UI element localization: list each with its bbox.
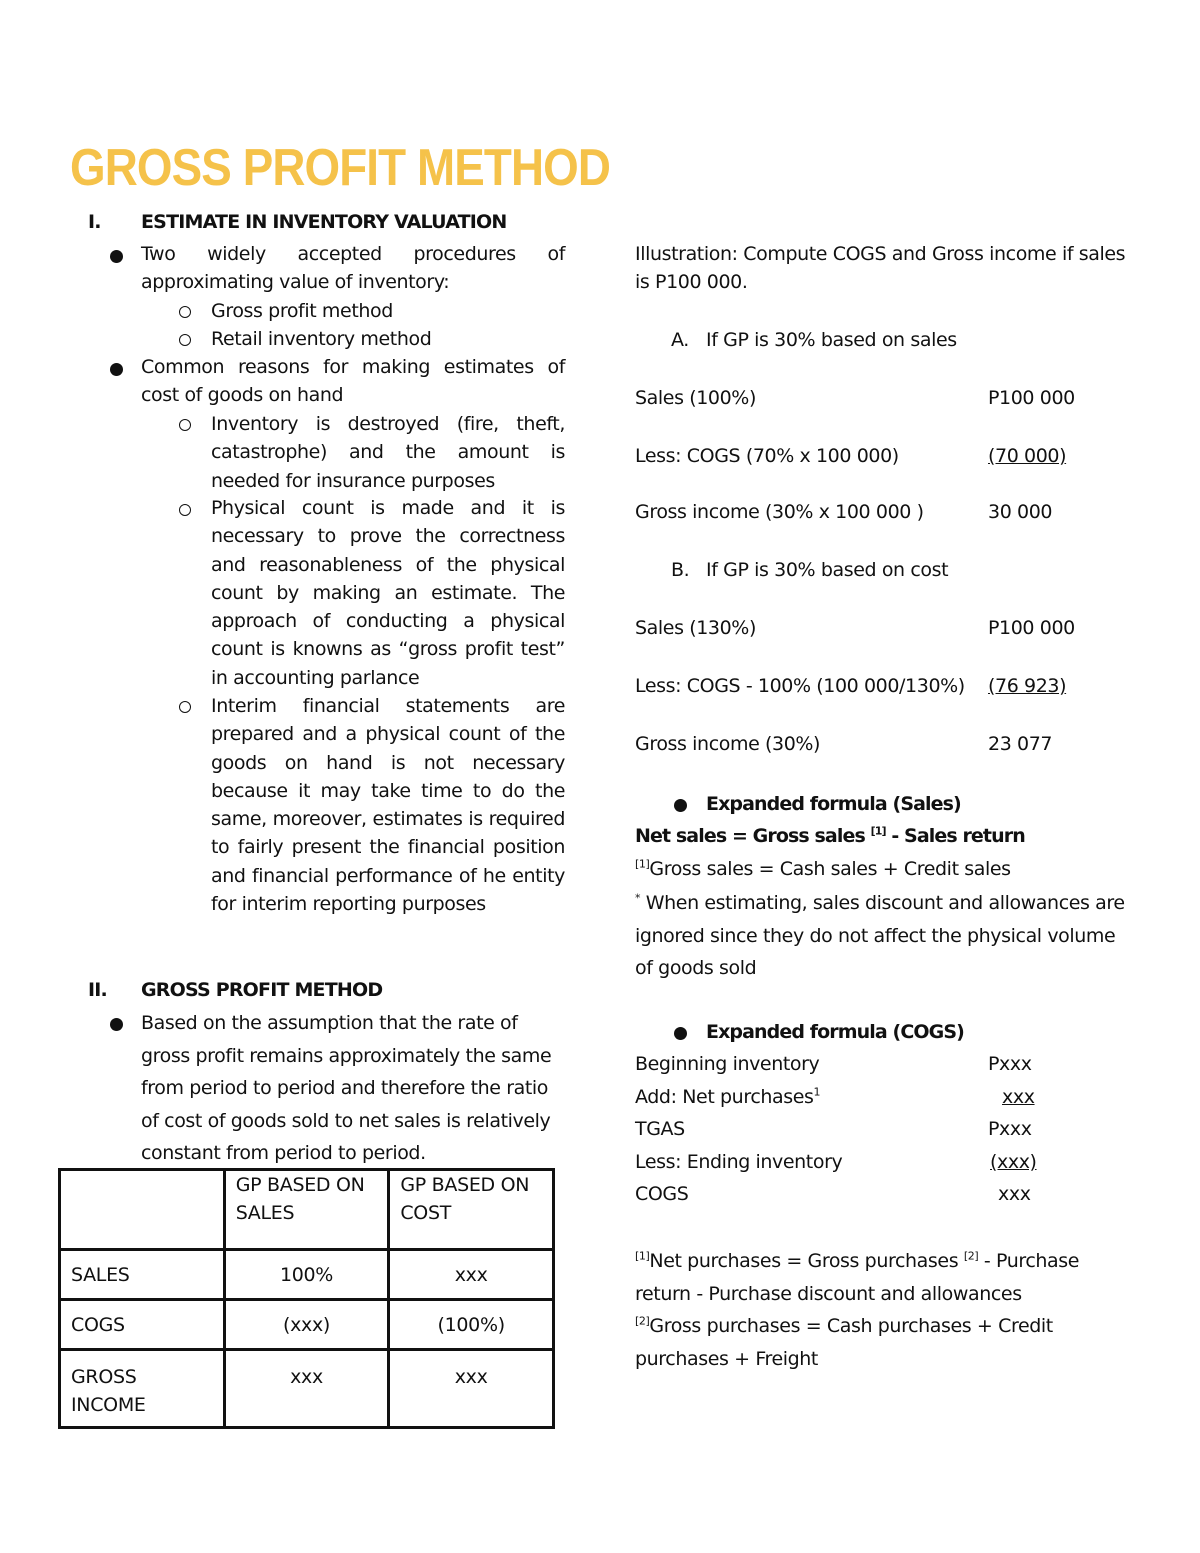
s1-bullet-1: Two widely accepted procedures of approximating value of inventory:: [141, 243, 565, 294]
table-cell: COGS: [60, 1300, 225, 1350]
table-cell: GROSS INCOME: [60, 1350, 225, 1428]
table-header-cell: GP BASED ON COST: [389, 1170, 554, 1250]
cogs-row-value: Pxxx: [988, 1053, 1032, 1075]
table-cell: (xxx): [224, 1300, 389, 1350]
footnote-ref: [1]: [635, 857, 650, 871]
bullet-icon: [110, 250, 123, 263]
case-a-row-label: Gross income (30% x 100 000 ): [635, 501, 924, 523]
table-cell: xxx: [389, 1350, 554, 1428]
cogs-row-value: Pxxx: [988, 1118, 1032, 1140]
case-b-row-value: (76 923): [988, 675, 1067, 697]
case-b-row-label: Gross income (30%): [635, 733, 821, 755]
bullet-icon: [674, 1027, 687, 1040]
section-1-number: I.: [88, 211, 101, 233]
case-a-row-label: Less: COGS (70% x 100 000): [635, 445, 899, 467]
case-b-row-label: Sales (130%): [635, 617, 756, 639]
cogs-row-label: TGAS: [635, 1118, 685, 1140]
section-1-heading: ESTIMATE IN INVENTORY VALUATION: [141, 211, 507, 233]
equation-right: - Sales return: [891, 825, 1025, 847]
illustration-intro: Illustration: Compute COGS and Gross income if sales is P100 000.: [635, 243, 1126, 294]
case-b-row-value: P100 000: [988, 617, 1075, 639]
formula-sales-heading: Expanded formula (Sales): [706, 793, 961, 815]
formula-cogs-heading: Expanded formula (COGS): [706, 1021, 964, 1043]
footnote-text: - Purchase return - Purchase discount and allowances: [635, 1250, 1080, 1305]
table-header-cell: [60, 1170, 225, 1250]
s1-reason-2: Physical count is made and it is necessary to prove the correctness and reasonableness of the physical count by making an estimate. The approach of conducting a physical count is knowns as “gross profit test” in accounting parlance: [211, 497, 565, 689]
circle-bullet-icon: [179, 306, 191, 318]
asterisk-mark: *: [635, 891, 641, 905]
estimation-note: [635, 887, 1135, 985]
bullet-icon: [110, 1018, 123, 1031]
cogs-row-label: COGS: [635, 1183, 689, 1205]
circle-bullet-icon: [179, 701, 191, 713]
gross-sales-note: [635, 855, 1011, 883]
footnote-ref: 1: [813, 1085, 821, 1099]
case-b-heading: If GP is 30% based on cost: [706, 559, 949, 581]
s2-bullet-1: Based on the assumption that the rate of gross profit remains approximately the same from period to period and therefore the ratio of cost of goods sold to net sales is relatively constant from period to period.: [141, 1012, 552, 1164]
table-cell: SALES: [60, 1250, 225, 1300]
case-a-row-value: (70 000): [988, 445, 1067, 467]
table-cell: xxx: [389, 1250, 554, 1300]
footnote-text: Net purchases = Gross purchases: [649, 1250, 959, 1272]
bullet-icon: [674, 799, 687, 812]
gross-purchases-footnote: [635, 1310, 1085, 1375]
section-2-heading: GROSS PROFIT METHOD: [141, 979, 383, 1001]
s1-reason-1: Inventory is destroyed (fire, theft, catastrophe) and the amount is needed for insurance purposes: [211, 413, 565, 492]
footnote-ref: [1]: [870, 824, 886, 838]
case-a-label: A.: [671, 329, 689, 351]
footnote-text: Gross purchases = Cash purchases + Credit purchases + Freight: [635, 1315, 1053, 1370]
s1-sub-2: Retail inventory method: [211, 328, 432, 350]
s1-reason-3: Interim financial statements are prepared and a physical count of the goods on hand is not necessary because it may take time to do the same, moreover, estimates is required to fairly present the financial position and financial performance of he entity for interim reporting purposes: [211, 695, 565, 916]
net-sales-equation: [635, 822, 1025, 850]
case-a-row-label: Sales (100%): [635, 387, 756, 409]
case-b-row-label: Less: COGS - 100% (100 000/130%): [635, 675, 965, 697]
equation-left: Net sales = Gross sales: [635, 825, 865, 847]
table-cell: xxx: [224, 1350, 389, 1428]
footnote-ref: [2]: [635, 1314, 650, 1328]
cogs-row-value: (xxx): [990, 1151, 1037, 1173]
case-a-row-value: 30 000: [988, 501, 1053, 523]
table-row: [60, 1350, 554, 1428]
cogs-row-label: [635, 1083, 820, 1111]
cogs-row-label: Beginning inventory: [635, 1053, 820, 1075]
gp-table: [58, 1168, 555, 1429]
circle-bullet-icon: [179, 504, 191, 516]
footnote-ref: [1]: [635, 1249, 650, 1263]
table-cell: 100%: [224, 1250, 389, 1300]
net-purchases-footnote: [635, 1245, 1125, 1310]
table-cell: (100%): [389, 1300, 554, 1350]
s1-sub-1: Gross profit method: [211, 300, 393, 322]
circle-bullet-icon: [179, 334, 191, 346]
page-title: GROSS PROFIT METHOD: [70, 139, 611, 197]
case-a-row-value: P100 000: [988, 387, 1075, 409]
table-row: [60, 1250, 554, 1300]
note-text: When estimating, sales discount and allowances are ignored since they do not affect the physical volume of goods sold: [635, 892, 1125, 979]
circle-bullet-icon: [179, 419, 191, 431]
row-label-text: Add: Net purchases: [635, 1086, 814, 1108]
cogs-row-label: Less: Ending inventory: [635, 1151, 843, 1173]
table-header-cell: GP BASED ON SALES: [224, 1170, 389, 1250]
cogs-row-value: xxx: [1002, 1086, 1035, 1108]
case-a-heading: If GP is 30% based on sales: [706, 329, 957, 351]
case-b-row-value: 23 077: [988, 733, 1053, 755]
bullet-icon: [110, 363, 123, 376]
cogs-row-value: xxx: [998, 1183, 1031, 1205]
footnote-ref: [2]: [963, 1249, 979, 1263]
case-b-label: B.: [671, 559, 690, 581]
section-2-number: II.: [88, 979, 107, 1001]
note-text: Gross sales = Cash sales + Credit sales: [649, 858, 1011, 880]
table-row: [60, 1300, 554, 1350]
s1-bullet-2: Common reasons for making estimates of cost of goods on hand: [141, 356, 565, 407]
